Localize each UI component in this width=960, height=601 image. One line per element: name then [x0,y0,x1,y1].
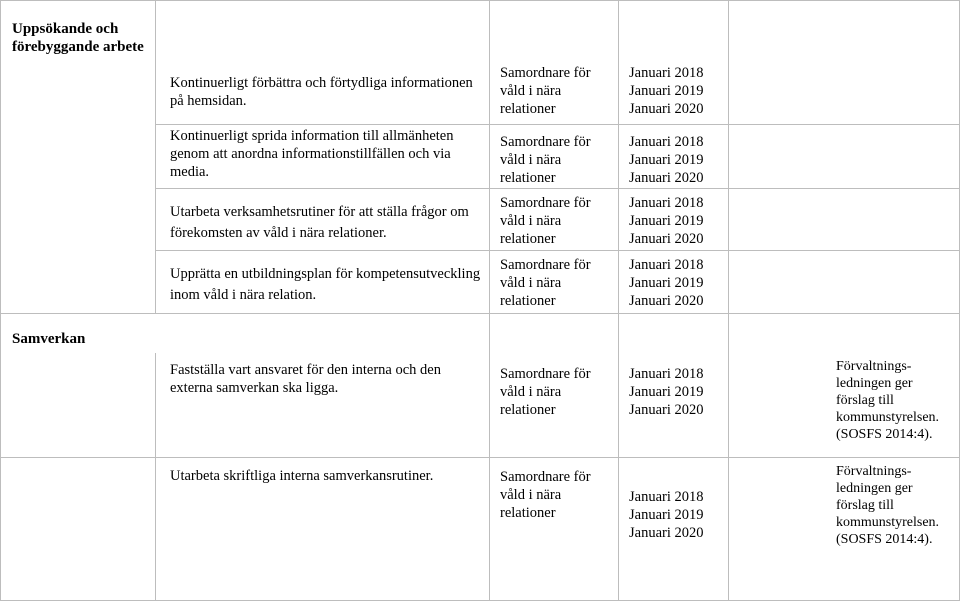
task-text: Utarbeta verksamhetsrutiner för att ställa frågor om förekomsten av våld i nära relationer. [170,204,469,241]
note-cell: Förvaltnings- ledningen ger förslag till kommunstyrelsen. (SOSFS 2014:4). [836,464,940,547]
section-divider [0,313,960,314]
dates-cell: Januari 2018 Januari 2019 Januari 2020 [629,65,704,117]
note-cell: Förvaltnings- ledningen ger förslag till kommunstyrelsen. (SOSFS 2014:4). [836,359,940,442]
section-heading: Uppsökande och förebyggande arbete [12,21,144,55]
task-text: Kontinuerligt förbättra och förtydliga informationen på hemsidan. [170,75,473,109]
dates-cell: Januari 2018 Januari 2019 Januari 2020 [629,195,704,247]
responsible-cell: Samordnare för våld i nära relationer [500,469,591,521]
responsible-cell: Samordnare för våld i nära relationer [500,134,591,186]
section-heading: Samverkan [12,331,86,347]
table-border-left [0,0,1,601]
row-divider [155,188,960,189]
dates-cell: Januari 2018 Januari 2019 Januari 2020 [629,366,704,418]
row-divider [0,457,960,458]
responsible-cell: Samordnare för våld i nära relationer [500,195,591,247]
column-divider [489,0,490,601]
column-divider [155,0,156,313]
row-divider [155,250,960,251]
dates-cell: Januari 2018 Januari 2019 Januari 2020 [629,134,704,186]
responsible-cell: Samordnare för våld i nära relationer [500,257,591,309]
table-border-top [0,0,960,1]
column-divider [618,0,619,601]
column-divider [728,0,729,601]
column-divider [155,353,156,601]
dates-cell: Januari 2018 Januari 2019 Januari 2020 [629,257,704,309]
responsible-cell: Samordnare för våld i nära relationer [500,366,591,418]
responsible-cell: Samordnare för våld i nära relationer [500,65,591,117]
task-text: Upprätta en utbildningsplan för kompetensutveckling inom våld i nära relation. [170,266,481,303]
dates-cell: Januari 2018 Januari 2019 Januari 2020 [629,489,704,541]
task-text: Fastställa vart ansvaret för den interna och den externa samverkan ska ligga. [170,362,441,396]
row-divider [155,124,960,125]
task-text: Kontinuerligt sprida information till allmänheten genom att anordna informationstillfällen och via media. [170,128,454,180]
task-text: Utarbeta skriftliga interna samverkansrutiner. [170,468,434,484]
